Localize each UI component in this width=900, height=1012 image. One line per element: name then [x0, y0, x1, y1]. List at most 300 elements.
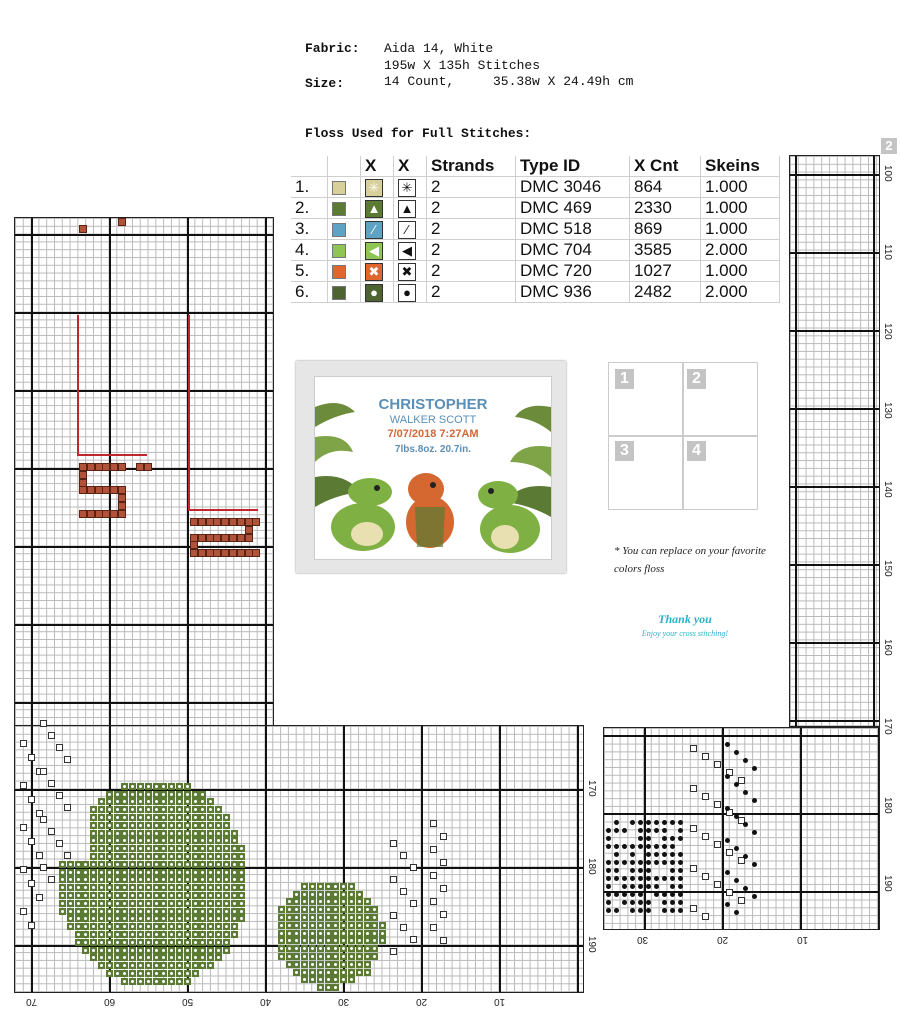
- green-stitch: [231, 876, 238, 883]
- green-stitch: [67, 892, 74, 899]
- green-stitch: [160, 822, 167, 829]
- black-stitch: [725, 774, 730, 779]
- green-stitch: [301, 937, 308, 944]
- green-stitch: [184, 884, 191, 891]
- green-stitch: [215, 837, 222, 844]
- green-stitch: [184, 954, 191, 961]
- open-stitch: [20, 866, 27, 873]
- open-stitch: [702, 833, 709, 840]
- green-stitch: [223, 830, 230, 837]
- green-stitch: [207, 947, 214, 954]
- floss-type-id: DMC 469: [516, 198, 630, 219]
- green-stitch: [137, 869, 144, 876]
- green-stitch: [106, 876, 113, 883]
- green-stitch: [114, 845, 121, 852]
- black-stitch: [646, 860, 651, 865]
- open-stitch: [20, 782, 27, 789]
- green-stitch: [168, 931, 175, 938]
- row-number-label: 180: [882, 797, 893, 814]
- black-stitch: [678, 836, 683, 841]
- black-stitch: [614, 828, 619, 833]
- green-stitch: [153, 900, 160, 907]
- green-stitch: [207, 915, 214, 922]
- green-stitch: [114, 970, 121, 977]
- green-stitch: [90, 915, 97, 922]
- black-stitch: [630, 908, 635, 913]
- green-stitch: [192, 892, 199, 899]
- green-stitch: [121, 806, 128, 813]
- brown-stitch: [144, 463, 152, 471]
- green-stitch: [129, 900, 136, 907]
- row-number-label: 180: [586, 858, 597, 875]
- green-stitch: [364, 898, 371, 905]
- black-stitch: [725, 838, 730, 843]
- black-stitch: [614, 844, 619, 849]
- green-stitch: [192, 915, 199, 922]
- green-stitch: [137, 791, 144, 798]
- green-stitch: [192, 798, 199, 805]
- green-stitch: [325, 969, 332, 976]
- green-stitch: [192, 861, 199, 868]
- green-stitch: [340, 945, 347, 952]
- row-number-label: 140: [882, 481, 893, 498]
- green-stitch: [184, 783, 191, 790]
- green-stitch: [160, 814, 167, 821]
- open-stitch: [400, 888, 407, 895]
- black-stitch: [670, 844, 675, 849]
- green-stitch: [168, 915, 175, 922]
- green-stitch: [75, 892, 82, 899]
- direction-arrow-vertical: [77, 315, 79, 455]
- green-stitch: [207, 892, 214, 899]
- green-stitch: [348, 953, 355, 960]
- green-stitch: [317, 898, 324, 905]
- row-number-label: 150: [882, 560, 893, 577]
- green-stitch: [129, 783, 136, 790]
- green-stitch: [160, 869, 167, 876]
- green-stitch: [293, 961, 300, 968]
- open-stitch: [702, 793, 709, 800]
- green-stitch: [106, 970, 113, 977]
- brown-stitch: [229, 549, 237, 557]
- brown-stitch: [245, 549, 253, 557]
- green-stitch: [145, 861, 152, 868]
- floss-symbol-color: ▲: [365, 200, 383, 218]
- black-stitch: [646, 900, 651, 905]
- green-stitch: [145, 915, 152, 922]
- green-stitch: [192, 814, 199, 821]
- green-stitch: [215, 939, 222, 946]
- green-stitch: [129, 884, 136, 891]
- green-stitch: [106, 806, 113, 813]
- brown-stitch: [118, 486, 126, 494]
- green-stitch: [137, 900, 144, 907]
- green-stitch: [168, 853, 175, 860]
- green-stitch: [106, 853, 113, 860]
- green-stitch: [332, 883, 339, 890]
- green-stitch: [168, 861, 175, 868]
- open-stitch: [430, 898, 437, 905]
- green-stitch: [114, 908, 121, 915]
- green-stitch: [176, 830, 183, 837]
- black-stitch: [614, 908, 619, 913]
- open-stitch: [28, 754, 35, 761]
- green-stitch: [371, 914, 378, 921]
- green-stitch: [114, 869, 121, 876]
- green-stitch: [153, 876, 160, 883]
- green-stitch: [137, 923, 144, 930]
- open-stitch: [702, 873, 709, 880]
- green-stitch: [223, 822, 230, 829]
- green-stitch: [332, 922, 339, 929]
- green-stitch: [145, 783, 152, 790]
- green-stitch: [98, 962, 105, 969]
- floss-swatch: [332, 265, 346, 279]
- floss-symbol-color: ⁄: [365, 221, 383, 239]
- green-stitch: [364, 969, 371, 976]
- floss-count: 2330: [630, 198, 701, 219]
- green-stitch: [207, 806, 214, 813]
- green-stitch: [90, 923, 97, 930]
- green-stitch: [114, 947, 121, 954]
- floss-skeins: 2.000: [701, 282, 780, 303]
- green-stitch: [184, 845, 191, 852]
- green-stitch: [106, 791, 113, 798]
- fabric-dims: 195w X 135h Stitches: [384, 58, 541, 73]
- green-stitch: [207, 923, 214, 930]
- green-stitch: [317, 976, 324, 983]
- green-stitch: [207, 837, 214, 844]
- green-stitch: [309, 922, 316, 929]
- green-stitch: [67, 900, 74, 907]
- green-stitch: [364, 937, 371, 944]
- green-stitch: [90, 814, 97, 821]
- green-stitch: [332, 906, 339, 913]
- green-stitch: [199, 798, 206, 805]
- brown-stitch: [206, 534, 214, 542]
- black-stitch: [662, 876, 667, 881]
- green-stitch: [90, 939, 97, 946]
- black-stitch: [614, 820, 619, 825]
- green-stitch: [121, 853, 128, 860]
- green-stitch: [106, 962, 113, 969]
- preview-date: 7/07/2018 7:27AM: [387, 428, 479, 440]
- floss-number: 5.: [291, 261, 328, 282]
- black-stitch: [734, 782, 739, 787]
- green-stitch: [199, 931, 206, 938]
- green-stitch: [106, 884, 113, 891]
- green-stitch: [192, 884, 199, 891]
- brown-stitch: [213, 549, 221, 557]
- green-stitch: [114, 861, 121, 868]
- header-skeins: Skeins: [701, 156, 780, 177]
- black-stitch: [662, 852, 667, 857]
- green-stitch: [184, 814, 191, 821]
- black-stitch: [638, 828, 643, 833]
- brown-stitch: [87, 510, 95, 518]
- black-stitch: [670, 900, 675, 905]
- open-stitch: [48, 780, 55, 787]
- black-stitch: [662, 900, 667, 905]
- green-stitch: [192, 923, 199, 930]
- green-stitch: [356, 922, 363, 929]
- black-stitch: [622, 844, 627, 849]
- green-stitch: [137, 884, 144, 891]
- floss-number: 6.: [291, 282, 328, 303]
- green-stitch: [379, 930, 386, 937]
- green-stitch: [98, 931, 105, 938]
- open-stitch: [64, 756, 71, 763]
- green-stitch: [192, 822, 199, 829]
- green-stitch: [364, 961, 371, 968]
- green-stitch: [121, 830, 128, 837]
- floss-symbol-bw: ⁄: [398, 221, 416, 239]
- brown-stitch: [95, 486, 103, 494]
- green-stitch: [238, 876, 245, 883]
- column-number-label: 30: [637, 934, 649, 945]
- green-stitch: [278, 945, 285, 952]
- green-stitch: [176, 931, 183, 938]
- floss-strands: 2: [427, 177, 516, 198]
- green-stitch: [98, 884, 105, 891]
- black-stitch: [662, 836, 667, 841]
- brown-stitch: [252, 549, 260, 557]
- open-stitch: [28, 796, 35, 803]
- green-stitch: [340, 891, 347, 898]
- green-stitch: [90, 830, 97, 837]
- green-stitch: [129, 837, 136, 844]
- green-stitch: [309, 906, 316, 913]
- brown-stitch: [245, 526, 253, 534]
- green-stitch: [98, 954, 105, 961]
- brown-stitch: [136, 463, 144, 471]
- green-stitch: [215, 830, 222, 837]
- black-stitch: [654, 892, 659, 897]
- green-stitch: [59, 900, 66, 907]
- black-stitch: [606, 892, 611, 897]
- black-stitch: [614, 868, 619, 873]
- row-number-label: 170: [882, 718, 893, 735]
- floss-number: 3.: [291, 219, 328, 240]
- brown-stitch: [190, 549, 198, 557]
- column-number-label: 70: [26, 996, 38, 1007]
- green-stitch: [168, 837, 175, 844]
- green-stitch: [317, 961, 324, 968]
- green-stitch: [184, 931, 191, 938]
- brown-stitch: [221, 518, 229, 526]
- green-stitch: [309, 898, 316, 905]
- green-stitch: [168, 869, 175, 876]
- green-stitch: [121, 783, 128, 790]
- open-stitch: [400, 924, 407, 931]
- floss-symbol-color: ●: [365, 284, 383, 302]
- floss-row: [291, 177, 780, 198]
- green-stitch: [184, 830, 191, 837]
- green-stitch: [121, 845, 128, 852]
- green-stitch: [332, 937, 339, 944]
- green-stitch: [348, 906, 355, 913]
- green-stitch: [199, 892, 206, 899]
- green-stitch: [325, 922, 332, 929]
- green-stitch: [75, 861, 82, 868]
- green-stitch: [309, 891, 316, 898]
- green-stitch: [129, 876, 136, 883]
- preview-middle-name: WALKER SCOTT: [389, 414, 477, 426]
- green-stitch: [153, 830, 160, 837]
- open-stitch: [430, 820, 437, 827]
- green-stitch: [153, 884, 160, 891]
- black-stitch: [670, 820, 675, 825]
- open-stitch: [726, 849, 733, 856]
- brown-stitch: [213, 518, 221, 526]
- floss-row: [291, 261, 780, 282]
- open-stitch: [56, 840, 63, 847]
- green-stitch: [137, 978, 144, 985]
- green-stitch: [238, 884, 245, 891]
- green-stitch: [90, 806, 97, 813]
- black-stitch: [678, 828, 683, 833]
- brown-stitch: [229, 518, 237, 526]
- row-number-label: 170: [586, 780, 597, 797]
- green-stitch: [82, 861, 89, 868]
- green-stitch: [278, 922, 285, 929]
- black-stitch: [743, 854, 748, 859]
- black-stitch: [654, 828, 659, 833]
- brown-stitch: [95, 463, 103, 471]
- brown-stitch: [110, 486, 118, 494]
- brown-stitch: [229, 534, 237, 542]
- green-stitch: [231, 869, 238, 876]
- green-stitch: [168, 939, 175, 946]
- floss-type-id: DMC 936: [516, 282, 630, 303]
- green-stitch: [340, 914, 347, 921]
- green-stitch: [160, 861, 167, 868]
- green-stitch: [199, 830, 206, 837]
- green-stitch: [379, 937, 386, 944]
- green-stitch: [332, 891, 339, 898]
- green-stitch: [340, 883, 347, 890]
- row-number-label: 160: [882, 639, 893, 656]
- green-stitch: [207, 869, 214, 876]
- open-stitch: [48, 828, 55, 835]
- green-stitch: [176, 876, 183, 883]
- green-stitch: [168, 923, 175, 930]
- black-stitch: [622, 860, 627, 865]
- green-stitch: [293, 898, 300, 905]
- open-stitch: [738, 897, 745, 904]
- green-stitch: [98, 908, 105, 915]
- brown-stitch: [206, 549, 214, 557]
- green-stitch: [176, 939, 183, 946]
- green-stitch: [192, 869, 199, 876]
- green-stitch: [293, 914, 300, 921]
- green-stitch: [121, 962, 128, 969]
- green-stitch: [176, 978, 183, 985]
- black-stitch: [646, 836, 651, 841]
- green-stitch: [199, 915, 206, 922]
- green-stitch: [114, 900, 121, 907]
- open-stitch: [440, 885, 447, 892]
- green-stitch: [90, 853, 97, 860]
- brown-stitch: [118, 463, 126, 471]
- green-stitch: [231, 845, 238, 852]
- green-stitch: [67, 915, 74, 922]
- black-stitch: [606, 836, 611, 841]
- green-stitch: [356, 898, 363, 905]
- green-stitch: [153, 783, 160, 790]
- green-stitch: [192, 900, 199, 907]
- green-stitch: [137, 861, 144, 868]
- green-stitch: [121, 947, 128, 954]
- green-stitch: [340, 969, 347, 976]
- green-stitch: [293, 891, 300, 898]
- green-stitch: [145, 791, 152, 798]
- green-stitch: [106, 837, 113, 844]
- green-stitch: [332, 914, 339, 921]
- green-stitch: [137, 830, 144, 837]
- green-stitch: [160, 798, 167, 805]
- direction-arrow-horizontal: [188, 509, 258, 511]
- open-stitch: [390, 876, 397, 883]
- green-stitch: [106, 915, 113, 922]
- green-stitch: [160, 931, 167, 938]
- green-stitch: [114, 791, 121, 798]
- green-stitch: [215, 947, 222, 954]
- green-stitch: [114, 931, 121, 938]
- green-stitch: [129, 908, 136, 915]
- green-stitch: [90, 876, 97, 883]
- fabric-label: Fabric:: [305, 41, 360, 56]
- column-number-label: 20: [416, 996, 428, 1007]
- floss-swatch: [332, 202, 346, 216]
- green-stitch: [153, 970, 160, 977]
- green-stitch: [184, 923, 191, 930]
- green-stitch: [176, 837, 183, 844]
- green-stitch: [145, 978, 152, 985]
- green-stitch: [145, 970, 152, 977]
- green-stitch: [199, 822, 206, 829]
- green-stitch: [348, 883, 355, 890]
- black-stitch: [670, 892, 675, 897]
- black-stitch: [622, 884, 627, 889]
- green-stitch: [75, 908, 82, 915]
- green-stitch: [325, 953, 332, 960]
- green-stitch: [106, 869, 113, 876]
- header-count: X Cnt: [630, 156, 701, 177]
- green-stitch: [121, 861, 128, 868]
- green-stitch: [137, 908, 144, 915]
- green-stitch: [231, 931, 238, 938]
- black-stitch: [622, 828, 627, 833]
- green-stitch: [231, 837, 238, 844]
- green-stitch: [192, 791, 199, 798]
- green-stitch: [137, 814, 144, 821]
- green-stitch: [215, 908, 222, 915]
- black-stitch: [630, 860, 635, 865]
- green-stitch: [371, 945, 378, 952]
- green-stitch: [231, 908, 238, 915]
- green-stitch: [168, 791, 175, 798]
- black-stitch: [670, 876, 675, 881]
- floss-number: 2.: [291, 198, 328, 219]
- green-stitch: [215, 884, 222, 891]
- green-stitch: [145, 923, 152, 930]
- open-stitch: [440, 937, 447, 944]
- green-stitch: [223, 861, 230, 868]
- green-stitch: [137, 822, 144, 829]
- brown-stitch: [110, 510, 118, 518]
- open-stitch: [690, 785, 697, 792]
